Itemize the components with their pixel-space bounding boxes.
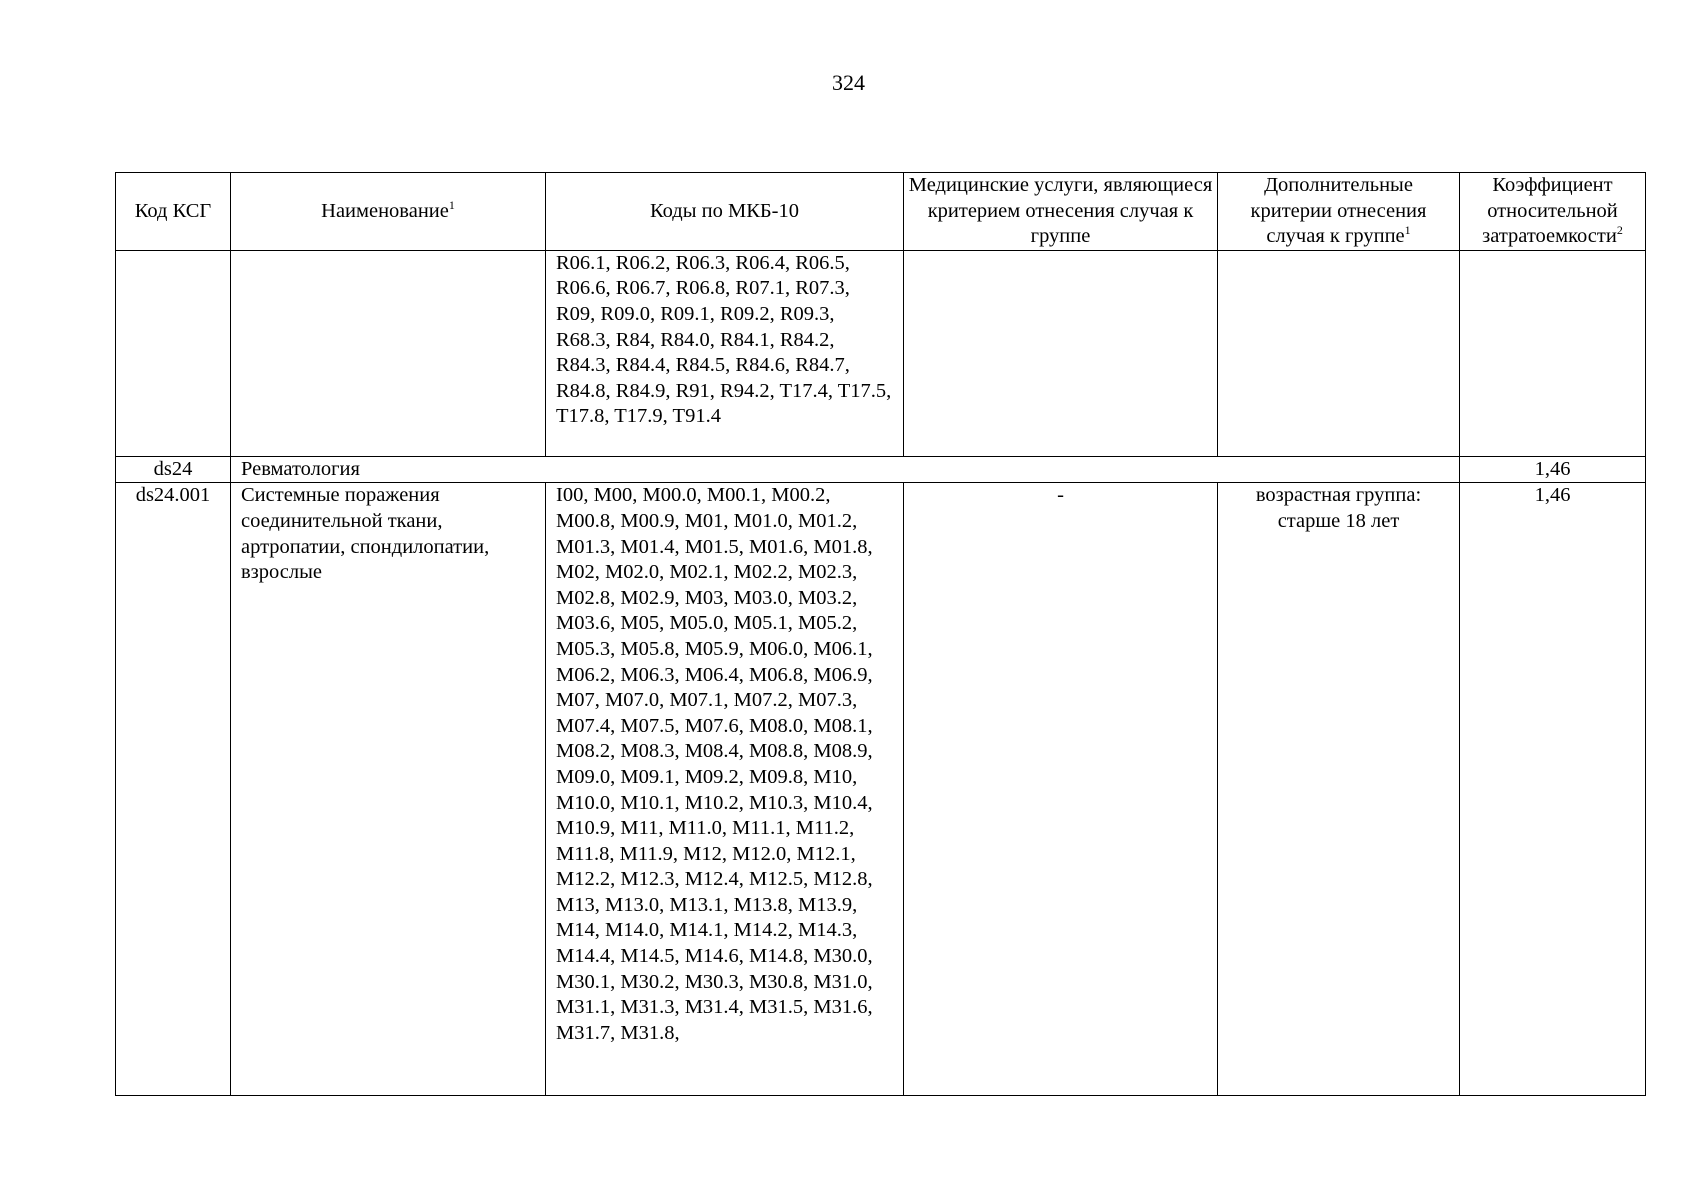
cell-extra-criteria [1218,250,1460,456]
header-extra-criteria [1218,173,1460,251]
item-extra-criteria: возрастная группа: старше 18 лет [1255,484,1422,532]
item-services-cell [904,483,1218,1096]
page-number: 324 [832,70,865,95]
item-name-cell [231,483,546,1096]
cell-code [116,250,231,456]
header-coefficient-footnote: 2 [1616,223,1623,238]
header-coefficient-label: Коэффициент относительной затратоемкости [1482,174,1618,248]
group-coefficient-cell [1460,456,1646,483]
item-name: Системные поражения соединительной ткани, артропатии, спондилопатии, взрослые [241,484,490,584]
table-row-group [116,456,1646,483]
header-extra-criteria-footnote: 1 [1404,223,1411,238]
group-code: ds24 [153,457,193,480]
ksg-table [115,172,1646,1096]
icd-codes-text: R06.1, R06.2, R06.3, R06.4, R06.5, R06.6, R06.7, R06.8, R07.1, R07.3, R09, R09.0, R09.1, R09.2, R09.3, R68.3, R84, R84.0, R84.1, R84.2, R84.3, R84.4, R84.5, R84.6, R84.7, R84.8, R84.9, R91, R94.2, T17.4, T17.5, T17.8, T17.9, T91.4 [556,251,892,428]
header-name-label: Наименование [321,199,449,222]
header-icd-codes [546,173,904,251]
header-name [231,173,546,251]
group-name-cell [231,456,1460,483]
table-row-continuation [116,250,1646,456]
item-icd-codes-cell [546,483,904,1096]
item-code: ds24.001 [135,484,211,507]
cell-services [904,250,1218,456]
header-services [904,173,1218,251]
item-coefficient: 1,46 [1534,484,1571,507]
cell-icd-codes [546,250,904,456]
item-extra-criteria-cell [1218,483,1460,1096]
group-name: Ревматология [241,457,360,480]
header-icd-codes-label: Коды по МКБ-10 [650,199,799,222]
header-coefficient [1460,173,1646,251]
cell-name [231,250,546,456]
cell-coefficient [1460,250,1646,456]
header-services-label: Медицинские услуги, являющиеся критерием отнесения случая к группе [908,174,1213,248]
header-code [116,173,231,251]
table-row-item [116,483,1646,1096]
header-name-footnote: 1 [448,197,455,212]
item-icd-codes: I00, M00, M00.0, M00.1, M00.2, M00.8, M00.9, M01, M01.0, M01.2, M01.3, M01.4, M01.5, M01.6, M01.8, M02, M02.0, M02.1, M02.2, M02.3, M02.8, M02.9, M03, M03.0, M03.2, M03.6, M05, M05.0, M05.1, M05.2, M05.3, M05.8, M05.9, M06.0, M06.1, M06.2, M06.3, M06.4, M06.8, M06.9, M07, M07.0, M07.1, M07.2, M07.3, M07.4, M07.5, M07.6, M08.0, M08.1, M08.2, M08.3, M08.4, M08.8, M08.9, M09.0, M09.1, M09.2, M09.8, M10, M10.0, M10.1, M10.2, M10.3, M10.4, M10.9, M11, M11.0, M11.1, M11.2, M11.8, M11.9, M12, M12.0, M12.1, M12.2, M12.3, M12.4, M12.5, M12.8, M13, M13.0, M13.1, M13.8, M13.9, M14, M14.0, M14.1, M14.2, M14.3, M14.4, M14.5, M14.6, M14.8, M30.0, M30.1, M30.2, M30.3, M30.8, M31.0, M31.1, M31.3, M31.4, M31.5, M31.6, M31.7, M31.8, [556,484,873,1044]
table-header-row [116,173,1646,251]
header-code-label: Код КСГ [134,199,212,222]
item-coefficient-cell [1460,483,1646,1096]
item-services: - [1057,484,1064,507]
header-extra-criteria-label: Дополнительные критерии отнесения случая к группе [1250,174,1427,248]
group-coefficient: 1,46 [1534,457,1571,480]
item-code-cell [116,483,231,1096]
group-code-cell [116,456,231,483]
